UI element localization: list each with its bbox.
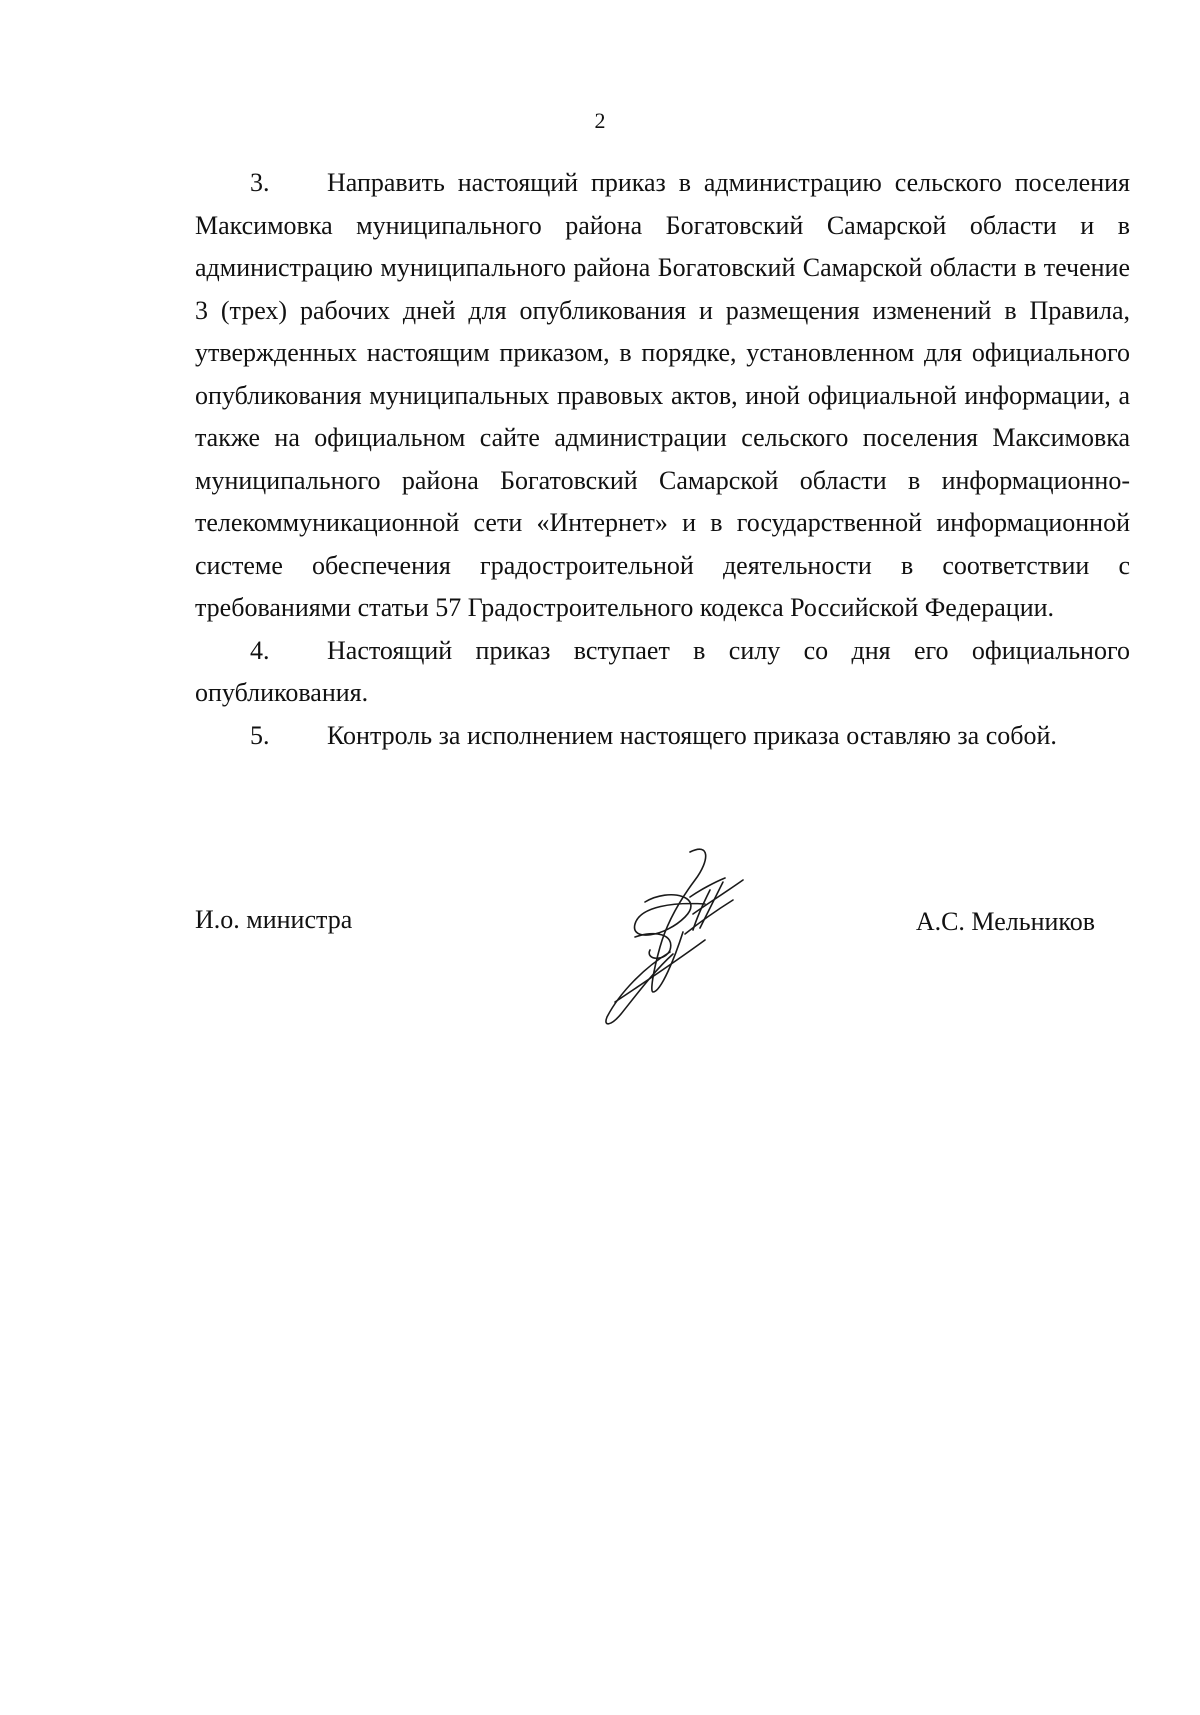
- document-body: [195, 162, 1130, 757]
- paragraph-number: 3.: [250, 168, 270, 197]
- paragraph-5: [195, 715, 1130, 758]
- handwritten-signature: [575, 842, 775, 1032]
- paragraph-text: Настоящий приказ вступает в силу со дня его официального опубликования.: [195, 635, 1130, 707]
- page-number: 2: [594, 108, 606, 133]
- paragraph-text: Направить настоящий приказ в администрацию сельского поселения Максимовка муниципального района Богатовский Самарской области и в администрацию муниципального района Богатовский Самарской области в течение 3 (трех) рабочих дней для опубликования и размещения изменений в Правила, утвержденных настоящим приказом, в порядке, установленном для официального опубликования муниципальных правовых актов, иной официальной информации, а также на официальном сайте администрации сельского поселения Максимовка муниципального района Богатовский Самарской области в информационно-телекоммуникационной сети «Интернет» и в государственной информационной системе обеспечения градостроительной деятельности в соответствии с требованиями статьи 57 Градостроительного кодекса Российской Федерации.: [195, 168, 1130, 622]
- paragraph-4: [195, 630, 1130, 715]
- signature-block: [195, 890, 1130, 1060]
- paragraph-3: [195, 162, 1130, 630]
- paragraph-number: 5.: [250, 720, 270, 750]
- paragraph-text: Контроль за исполнением настоящего приказа оставляю за собой.: [327, 720, 1057, 750]
- signer-title: И.о. министра: [195, 905, 353, 934]
- paragraph-number: 4.: [250, 635, 270, 665]
- signer-name: А.С. Мельников: [915, 907, 1095, 936]
